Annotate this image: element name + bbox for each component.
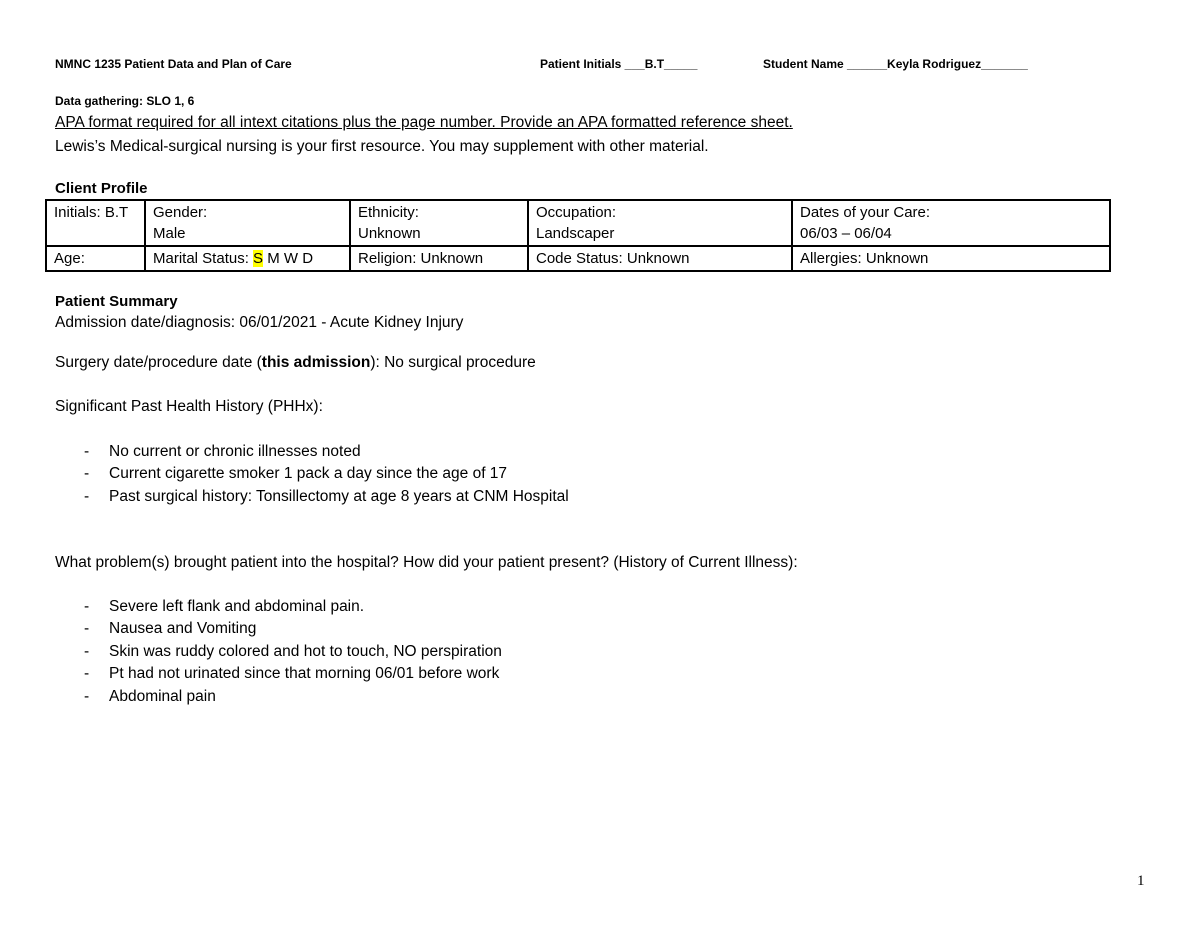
data-gathering: Data gathering: SLO 1, 6	[55, 94, 195, 108]
initials-cell: Initials: B.T	[46, 200, 145, 246]
apa-note: APA format required for all intext citations plus the page number. Provide an APA formatted reference sheet.	[55, 114, 793, 131]
code-status-cell: Code Status: Unknown	[528, 246, 792, 271]
patient-initials: Patient Initials ___B.T_____	[540, 57, 698, 71]
hci-list	[55, 596, 502, 708]
list-item: - Skin was ruddy colored and hot to touch, NO perspiration	[55, 641, 502, 663]
list-item: - Severe left flank and abdominal pain.	[55, 596, 502, 618]
phhx-list	[55, 441, 569, 508]
client-profile-title: Client Profile	[55, 180, 148, 197]
list-item: - Past surgical history: Tonsillectomy at age 8 years at CNM Hospital	[55, 486, 569, 508]
page-number: 1	[1137, 873, 1145, 889]
marital-status-cell: Marital Status: S M W D	[145, 246, 350, 271]
marital-selected: S	[253, 250, 264, 267]
admission-line: Admission date/diagnosis: 06/01/2021 - Acute Kidney Injury	[55, 314, 464, 331]
patient-summary-title: Patient Summary	[55, 293, 178, 310]
occupation-cell: Occupation: Landscaper	[528, 200, 792, 246]
ethnicity-cell: Ethnicity: Unknown	[350, 200, 528, 246]
table-row	[46, 200, 1110, 246]
religion-cell: Religion: Unknown	[350, 246, 528, 271]
hci-question: What problem(s) brought patient into the hospital? How did your patient present? (History of Current Illness):	[55, 554, 798, 571]
dates-cell: Dates of your Care: 06/03 – 06/04	[792, 200, 1110, 246]
gender-cell: Gender: Male	[145, 200, 350, 246]
table-row	[46, 246, 1110, 271]
course-title: NMNC 1235 Patient Data and Plan of Care	[55, 57, 292, 71]
list-item: - Current cigarette smoker 1 pack a day since the age of 17	[55, 463, 569, 485]
allergies-cell: Allergies: Unknown	[792, 246, 1110, 271]
list-item: - Abdominal pain	[55, 686, 502, 708]
phhx-label: Significant Past Health History (PHHx):	[55, 398, 323, 415]
list-item: - Pt had not urinated since that morning 06/01 before work	[55, 663, 502, 685]
age-cell: Age:	[46, 246, 145, 271]
student-name: Student Name ______Keyla Rodriguez_______	[763, 57, 1028, 71]
surgery-line: Surgery date/procedure date (this admission): No surgical procedure	[55, 354, 536, 371]
list-item: - No current or chronic illnesses noted	[55, 441, 569, 463]
lewis-note: Lewis’s Medical-surgical nursing is your first resource. You may supplement with other material.	[55, 138, 709, 155]
client-profile-table	[45, 199, 1111, 272]
list-item: - Nausea and Vomiting	[55, 618, 502, 640]
